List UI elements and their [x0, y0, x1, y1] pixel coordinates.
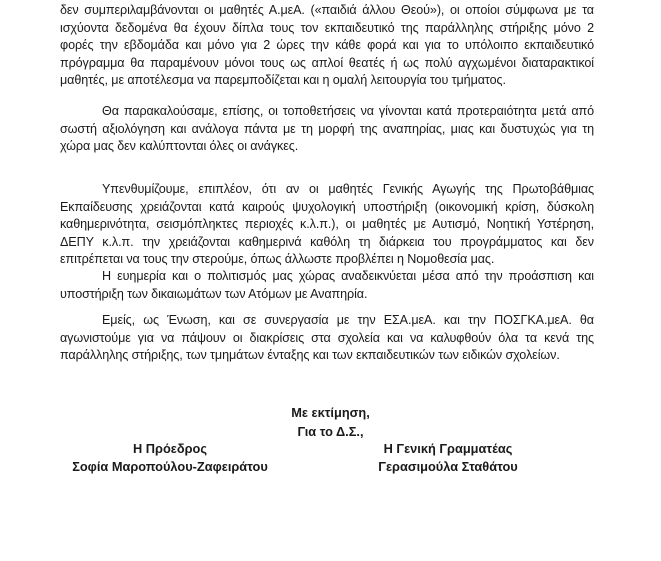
signature-secretary-role: Η Γενική Γραμματέας: [383, 441, 513, 456]
signature-president: [55, 440, 285, 476]
paragraph-1: δεν συμπεριλαμβάνονται οι μαθητές Α.μεΑ. («παιδιά άλλου Θεού»), οι οποίοι σύμφωνα με τα ισχύοντα δεδομένα θα έχουν δίπλα τους τον εκπαιδευτικό της παράλληλης στήριξης μόνο 2 φορές την εβδομάδα και μόνο για 2 ώρες την κάθε φορά και για το υπόλοιπο εκπαιδευτικό πρόγραμμα θα παραμένουν μόνοι τους ως απλοί θεατές ή ως πολύ αγχωμένοι διαταρακτικοί μαθητές, με αποτέλεσμα να παρεμποδίζεται και η ομαλή λειτουργία του τμήματος.: [60, 3, 594, 87]
signature-president-role: Η Πρόεδρος: [133, 441, 207, 456]
closing-on-behalf: Για το Δ.Σ.,: [297, 424, 364, 439]
signature-secretary-name: Γερασιμούλα Σταθάτου: [378, 459, 518, 474]
paragraph-5: Εμείς, ως Ένωση, και σε συνεργασία με την ΕΣΑ.μεΑ. και την ΠΟΣΓΚΑ.μεΑ. θα αγωνιστούμε για να πάψουν οι διακρίσεις στα σχολεία και να καλυφθούν όλα τα κενά της παράλληλης στήριξης, των τμημάτων ένταξης και των εκπαιδευτικών των ειδικών σχολείων.: [60, 313, 594, 362]
closing-regards: Με εκτίμηση,: [291, 405, 370, 420]
paragraph-2: Θα παρακαλούσαμε, επίσης, οι τοποθετήσεις να γίνονται κατά προτεραιότητα μετά από σωστή αξιολόγηση και ανάλογα πάντα με τη μορφή της αναπηρίας, μιας και δυστυχώς για τη χώρα μας δεν καλύπτονται όλες οι ανάγκες.: [60, 104, 594, 153]
paragraph-3: Υπενθυμίζουμε, επιπλέον, ότι αν οι μαθητές Γενικής Αγωγής της Πρωτοβάθμιας Εκπαίδευσης χρειάζονται κατά καιρούς ψυχολογική υποστήριξη (οικονομική κρίση, δύσκολη καθημερινότητα, σεισμόπληκτες περιοχές κ.λ.π.), οι μαθητές με Αυτισμό, Νοητική Υστέρηση, ΔΕΠΥ κ.λ.π. την χρειάζονται καθημερινά καθόλη τη διάρκεια του προγράμματος και δεν επιτρέπεται να τους την στερούμε, όπως άλλωστε προβλέπει η Νομοθεσία μας.: [60, 182, 594, 266]
paragraph-4: Η ευημερία και ο πολιτισμός μας χώρας αναδεικνύεται μέσα από την προάσπιση και υποστήριξη των δικαιωμάτων των Ατόμων με Αναπηρία.: [60, 269, 594, 301]
signature-secretary: [333, 440, 563, 476]
signature-president-name: Σοφία Μαροπούλου-Ζαφειράτου: [72, 459, 268, 474]
